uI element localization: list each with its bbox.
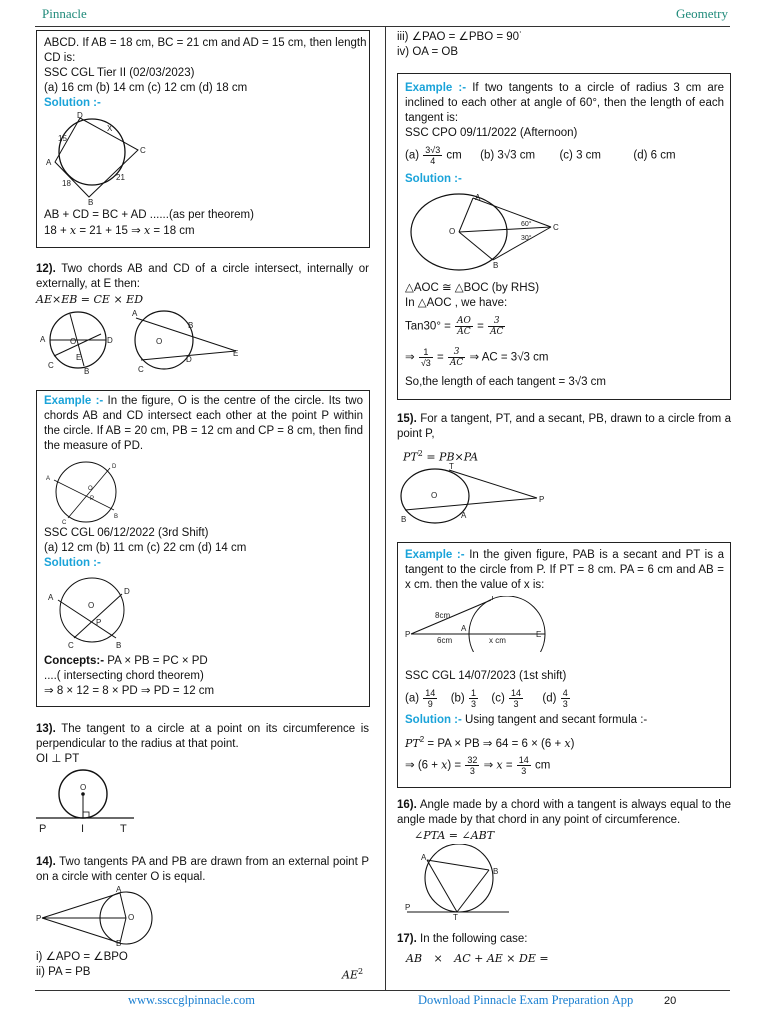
label-C: C xyxy=(48,361,54,370)
intersecting-chords-figure xyxy=(36,306,246,374)
label-E: E xyxy=(536,630,542,639)
solution-conclusion: So,the length of each tangent = 3√3 cm xyxy=(405,376,606,388)
solution-ac: ⇒ $\frac{1}{√3}$ = $\frac{3}{AC}$ ⇒ AC = 3√3 cm xyxy=(405,347,549,368)
column-divider xyxy=(385,27,386,990)
label-C: C xyxy=(68,641,74,650)
label-T: T xyxy=(490,596,495,602)
property-iv: iv) OA = OB xyxy=(397,46,459,58)
alternate-segment-figure xyxy=(403,844,513,920)
label-D: D xyxy=(107,336,113,345)
exam-source: SSC CGL Tier II (02/03/2023) xyxy=(44,67,195,79)
topic-14-text: 14). Two tangents PA and PB are drawn from an external point P on a circle with center O is equal. xyxy=(36,856,369,883)
concepts-theorem: ....( intersecting chord theorem) xyxy=(44,670,204,682)
label-T: T xyxy=(120,823,127,835)
property-ii: ii) PA = PB xyxy=(36,966,91,978)
header-brand: Pinnacle xyxy=(42,6,87,21)
label-C: C xyxy=(62,520,67,526)
exam-source: SSC CGL 14/07/2023 (1st shift) xyxy=(405,670,567,682)
label-T: T xyxy=(453,913,458,920)
label-O: O xyxy=(449,227,456,236)
label-30: 30° xyxy=(521,235,532,242)
label-O: O xyxy=(70,337,77,346)
example-text: Example :- In the given figure, PAB is a secant and PT is a tangent to the circle from P. If PT = 8 cm. PA = 6 cm and AB = x cm. then the value of x is: xyxy=(405,549,724,591)
label-P: P xyxy=(39,823,47,835)
label-O2: O xyxy=(156,337,163,346)
label-B: B xyxy=(116,939,122,946)
label-P: P xyxy=(539,495,545,504)
label-P: P xyxy=(90,496,95,502)
solution-step-1: $PT^2$ = PA × PB ⇒ 64 = 6 × (6 + x) xyxy=(405,735,575,750)
label-60: 60° xyxy=(521,221,532,228)
solution-label: Solution :- xyxy=(44,97,101,109)
tangent-secant-figure xyxy=(397,460,547,526)
tangent-radius-figure xyxy=(36,768,136,838)
label-C: C xyxy=(140,146,146,155)
footer-app-text: Download Pinnacle Exam Preparation App xyxy=(418,993,634,1007)
label-P: P xyxy=(405,630,411,639)
concepts-result: ⇒ 8 × 12 = 8 × PD ⇒ PD = 12 cm xyxy=(44,685,215,697)
label-18: 18 xyxy=(62,179,71,188)
label-B2: B xyxy=(188,321,194,330)
topic-16-text: 16). Angle made by a chord with a tangent is always equal to the angle made by that chord in any point of circumference. xyxy=(397,799,732,826)
label-A: A xyxy=(40,335,46,344)
concepts-line: Concepts:- PA × PB = PC × PD xyxy=(44,655,208,667)
label-B: B xyxy=(493,261,499,270)
topic-13-formula: OI ⊥ PT xyxy=(36,753,80,765)
label-B: B xyxy=(401,515,407,524)
label-A: A xyxy=(461,511,467,520)
chords-figure-solution xyxy=(44,572,134,650)
topic-16-formula: ∠PTA = ∠ABT xyxy=(414,829,495,842)
label-P: P xyxy=(96,618,102,627)
label-6cm: 6cm xyxy=(437,636,453,645)
label-B: B xyxy=(493,867,499,876)
footer-website-link[interactable]: www.ssccglpinnacle.com xyxy=(128,993,255,1007)
label-D: D xyxy=(124,587,130,596)
label-O: O xyxy=(88,486,93,492)
label-O: O xyxy=(128,913,135,922)
topic-12-text: 12). Two chords AB and CD of a circle intersect, internally or externally, at E then: xyxy=(36,263,369,290)
label-A: A xyxy=(48,593,54,602)
label-O: O xyxy=(88,601,95,610)
solution-tan30: Tan30° = $\frac{AO}{AC}$ = $\frac{3}{AC}$ xyxy=(405,316,504,337)
example-text: Example :- In the figure, O is the centre of the circle. Its two chords AB and CD intersect each other at the point P within the circle. If AB = 20 cm, PB = 12 cm and CP = 8 cm, then find the measure of PD. xyxy=(44,395,363,452)
label-T: T xyxy=(449,462,454,471)
label-A: A xyxy=(116,886,122,894)
chords-figure-small xyxy=(44,458,124,530)
topic-12-formula: AE×EB = CE × ED xyxy=(36,293,144,306)
solution-line: Solution :- Using tangent and secant formula :- xyxy=(405,714,648,726)
topic-17-text: 17). In the following case: xyxy=(397,933,528,945)
label-D: D xyxy=(112,464,117,470)
label-B: B xyxy=(84,367,90,374)
property-i: i) ∠APO = ∠BPO xyxy=(36,951,128,963)
quadrilateral-circle-figure xyxy=(42,110,152,205)
solution-step-2: 18 + x = 21 + 15 ⇒ x = 18 cm xyxy=(44,224,195,237)
answer-options: (a) 16 cm (b) 14 cm (c) 12 cm (d) 18 cm xyxy=(44,82,248,94)
label-A2: A xyxy=(132,309,138,318)
label-B: B xyxy=(114,514,119,520)
label-O: O xyxy=(431,491,438,500)
header-rule xyxy=(35,26,730,27)
topic-15-text: 15). For a tangent, PT, and a secant, PB, drawn to a circle from a point P, xyxy=(397,413,731,440)
label-A: A xyxy=(475,193,481,202)
solution-congruent: △AOC ≅ △BOC (by RHS) xyxy=(405,282,540,294)
label-P: P xyxy=(36,914,42,923)
label-B: B xyxy=(116,641,122,650)
label-E2: E xyxy=(233,349,239,358)
label-O: O xyxy=(80,783,87,792)
solution-step-1: AB + CD = BC + AD ......(as per theorem) xyxy=(44,209,254,221)
stray-formula: $AE^2$ xyxy=(342,967,364,982)
solution-label: Solution :- xyxy=(44,557,101,569)
label-A: A xyxy=(461,624,467,633)
exam-source: SSC CPO 09/11/2022 (Afternoon) xyxy=(405,127,578,139)
secant-example-figure xyxy=(405,596,555,652)
label-15: 15 xyxy=(58,134,67,143)
label-P: P xyxy=(405,903,411,912)
label-A: A xyxy=(421,853,427,862)
topic-15-formula: $PT^2 = PB\times PA$ xyxy=(403,449,479,464)
exam-source: SSC CGL 06/12/2022 (3rd Shift) xyxy=(44,527,209,539)
answer-options: (a) $\frac{3√3}{4}$ cm (b) 3√3 cm (c) 3 cm (d) 6 cm xyxy=(405,145,676,166)
answer-options: (a) $\frac{14}{9}$ (b) $\frac{1}{3}$ (c) $\frac{14}{3}$ (d) $\frac{4}{3}$ xyxy=(405,688,568,709)
label-E: E xyxy=(76,353,82,362)
answer-options: (a) 12 cm (b) 11 cm (c) 22 cm (d) 14 cm xyxy=(44,542,247,554)
topic-13-text: 13). The tangent to a circle at a point on its circumference is perpendicular to the radius at that point. xyxy=(36,723,370,750)
label-B: B xyxy=(88,198,94,205)
property-iii: iii) ∠PAO = ∠PBO = 90˙ xyxy=(397,31,523,43)
solution-in-aoc: In △AOC , we have: xyxy=(405,297,508,309)
label-C2: C xyxy=(138,365,144,374)
label-21: 21 xyxy=(116,173,125,182)
header-subject: Geometry xyxy=(676,6,728,21)
question-text-2: CD is: xyxy=(44,52,76,64)
label-D: D xyxy=(77,111,83,120)
question-text: ABCD. If AB = 18 cm, BC = 21 cm and AD = 15 cm, then length xyxy=(44,37,367,49)
label-xcm: x cm xyxy=(489,636,506,645)
label-X: X xyxy=(107,124,113,133)
label-8cm: 8cm xyxy=(435,611,451,620)
solution-label: Solution :- xyxy=(405,173,462,185)
example-text: Example :- If two tangents to a circle of radius 3 cm are inclined to each other at angle of 60°, then the length of each tangent is: xyxy=(405,82,724,124)
footer-rule xyxy=(35,990,730,991)
label-A: A xyxy=(46,476,51,482)
label-C: C xyxy=(553,223,559,232)
label-A: A xyxy=(46,158,52,167)
topic-17-formula: AB × AC + AE × DE = xyxy=(406,952,549,965)
solution-step-2: ⇒ (6 + x) = $\frac{32}{3}$ ⇒ x = $\frac{14}{3}$ cm xyxy=(405,755,551,776)
label-I: I xyxy=(81,823,85,835)
label-D2: D xyxy=(186,355,192,364)
page-number: 20 xyxy=(664,995,677,1007)
tangents-angle-figure xyxy=(403,190,563,272)
two-tangents-figure xyxy=(36,886,156,946)
